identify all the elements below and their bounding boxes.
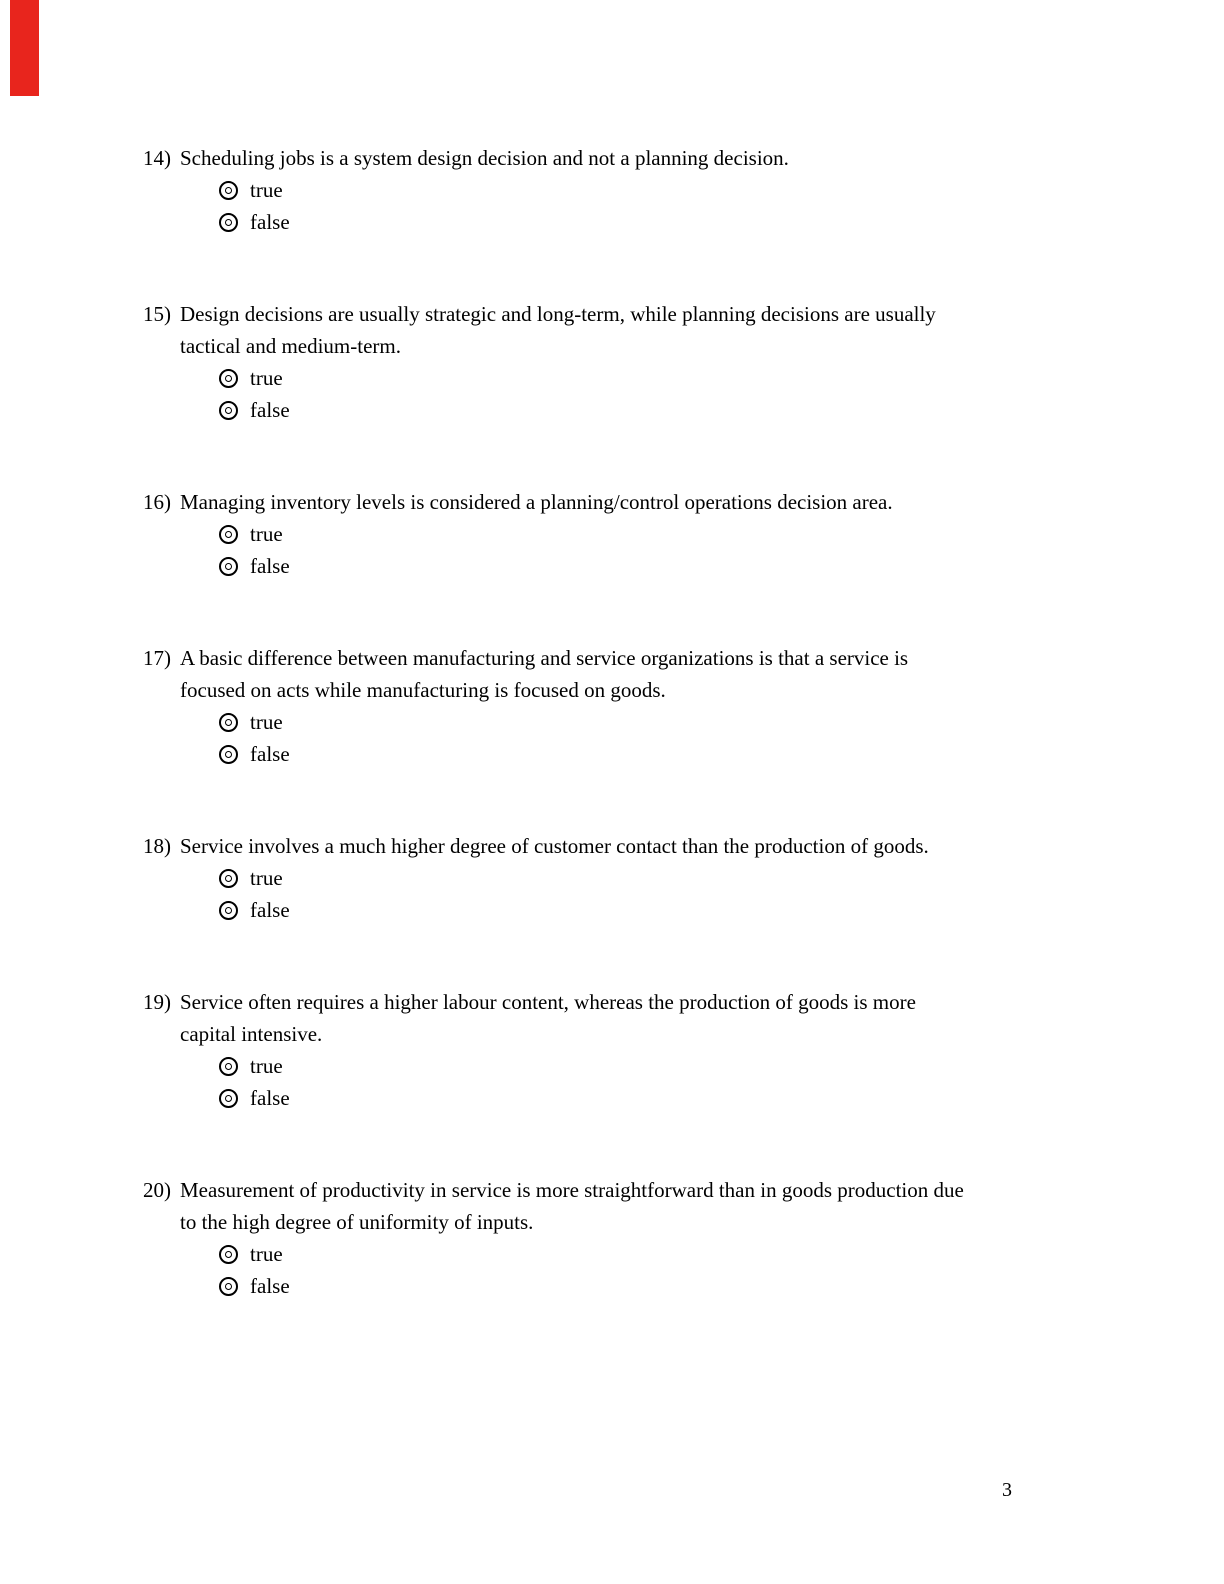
- option-false[interactable]: [143, 738, 1103, 770]
- option-true[interactable]: [143, 1238, 1103, 1270]
- question-number: 18): [143, 834, 171, 858]
- radio-button-icon[interactable]: [219, 369, 238, 388]
- question-text-line: Design decisions are usually strategic and long-term, while planning decisions are usually: [180, 302, 936, 326]
- question-block-19: [143, 986, 1103, 1114]
- radio-inner-dot-icon: [225, 1095, 232, 1102]
- question-block-17: [143, 642, 1103, 770]
- radio-inner-dot-icon: [225, 375, 232, 382]
- question-number: 20): [143, 1178, 171, 1202]
- question-number: 15): [143, 302, 171, 326]
- option-true[interactable]: [143, 1050, 1103, 1082]
- question-block-15: [143, 298, 1103, 426]
- question-number: 17): [143, 646, 171, 670]
- question-text-line: capital intensive.: [180, 1022, 323, 1046]
- option-label[interactable]: true: [250, 866, 283, 890]
- radio-inner-dot-icon: [225, 407, 232, 414]
- question-block-16: [143, 486, 1103, 582]
- radio-button-icon[interactable]: [219, 1277, 238, 1296]
- option-label[interactable]: false: [250, 1274, 290, 1298]
- option-label[interactable]: false: [250, 1086, 290, 1110]
- question-text: [180, 1174, 1103, 1238]
- question-text: [180, 486, 1103, 518]
- option-label[interactable]: true: [250, 1242, 283, 1266]
- option-true[interactable]: [143, 706, 1103, 738]
- radio-button-icon[interactable]: [219, 401, 238, 420]
- option-false[interactable]: [143, 394, 1103, 426]
- option-false[interactable]: [143, 206, 1103, 238]
- option-label[interactable]: true: [250, 366, 283, 390]
- question-text: [180, 642, 1103, 706]
- question-text: [180, 986, 1103, 1050]
- question-number: 14): [143, 146, 171, 170]
- radio-inner-dot-icon: [225, 719, 232, 726]
- red-corner-marker: [10, 0, 39, 96]
- option-true[interactable]: [143, 362, 1103, 394]
- option-label[interactable]: false: [250, 210, 290, 234]
- radio-inner-dot-icon: [225, 751, 232, 758]
- radio-button-icon[interactable]: [219, 213, 238, 232]
- question-block-18: [143, 830, 1103, 926]
- radio-inner-dot-icon: [225, 563, 232, 570]
- option-label[interactable]: false: [250, 898, 290, 922]
- radio-inner-dot-icon: [225, 1251, 232, 1258]
- question-text-line: tactical and medium-term.: [180, 334, 401, 358]
- question-list: [143, 142, 1103, 1362]
- option-false[interactable]: [143, 550, 1103, 582]
- radio-inner-dot-icon: [225, 875, 232, 882]
- radio-inner-dot-icon: [225, 1283, 232, 1290]
- option-false[interactable]: [143, 1270, 1103, 1302]
- radio-button-icon[interactable]: [219, 901, 238, 920]
- question-text-line: Managing inventory levels is considered a planning/control operations decision area.: [180, 490, 893, 514]
- radio-inner-dot-icon: [225, 219, 232, 226]
- question-text: [180, 142, 1103, 174]
- radio-inner-dot-icon: [225, 907, 232, 914]
- radio-inner-dot-icon: [225, 531, 232, 538]
- option-true[interactable]: [143, 518, 1103, 550]
- option-true[interactable]: [143, 174, 1103, 206]
- question-text: [180, 830, 1103, 862]
- question-number: 16): [143, 490, 171, 514]
- question-text: [180, 298, 1103, 362]
- option-label[interactable]: true: [250, 178, 283, 202]
- question-block-14: [143, 142, 1103, 238]
- question-text-line: Service involves a much higher degree of customer contact than the production of goods.: [180, 834, 929, 858]
- radio-button-icon[interactable]: [219, 525, 238, 544]
- radio-button-icon[interactable]: [219, 713, 238, 732]
- option-label[interactable]: true: [250, 522, 283, 546]
- option-label[interactable]: true: [250, 1054, 283, 1078]
- question-text-line: to the high degree of uniformity of inputs.: [180, 1210, 534, 1234]
- option-false[interactable]: [143, 1082, 1103, 1114]
- page-number: 3: [1002, 1479, 1012, 1501]
- option-false[interactable]: [143, 894, 1103, 926]
- question-text-line: A basic difference between manufacturing and service organizations is that a service is: [180, 646, 909, 670]
- question-text-line: Measurement of productivity in service is more straightforward than in goods production due: [180, 1178, 964, 1202]
- question-text-line: Service often requires a higher labour content, whereas the production of goods is more: [180, 990, 916, 1014]
- radio-button-icon[interactable]: [219, 869, 238, 888]
- question-block-20: [143, 1174, 1103, 1302]
- option-true[interactable]: [143, 862, 1103, 894]
- option-label[interactable]: true: [250, 710, 283, 734]
- radio-inner-dot-icon: [225, 1063, 232, 1070]
- question-number: 19): [143, 990, 171, 1014]
- option-label[interactable]: false: [250, 398, 290, 422]
- question-text-line: focused on acts while manufacturing is focused on goods.: [180, 678, 666, 702]
- option-label[interactable]: false: [250, 554, 290, 578]
- radio-button-icon[interactable]: [219, 1245, 238, 1264]
- radio-button-icon[interactable]: [219, 181, 238, 200]
- question-text-line: Scheduling jobs is a system design decision and not a planning decision.: [180, 146, 789, 170]
- radio-button-icon[interactable]: [219, 557, 238, 576]
- radio-button-icon[interactable]: [219, 1057, 238, 1076]
- radio-button-icon[interactable]: [219, 745, 238, 764]
- radio-button-icon[interactable]: [219, 1089, 238, 1108]
- radio-inner-dot-icon: [225, 187, 232, 194]
- option-label[interactable]: false: [250, 742, 290, 766]
